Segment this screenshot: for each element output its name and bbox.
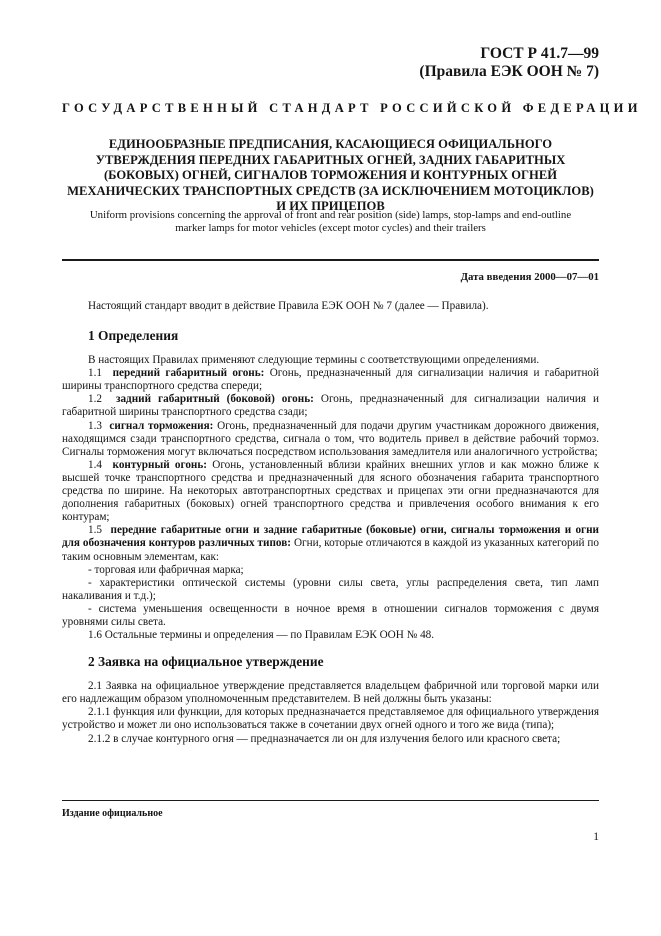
definition-term: сигнал торможения: xyxy=(109,419,214,432)
document-title-ru: ЕДИНООБРАЗНЫЕ ПРЕДПИСАНИЯ, КАСАЮЩИЕСЯ ОФИЦИАЛЬНОГО УТВЕРЖДЕНИЯ ПЕРЕДНИХ ГАБАРИТНЫХ ОГНЕЙ, ЗАДНИХ ГАБАРИТНЫХ (БОКОВЫХ) ОГНЕЙ, СИГНАЛОВ ТОРМОЖЕНИЯ И КОНТУРНЫХ ОГНЕЙ МЕХАНИЧЕСКИХ ТРАНСПОРТНЫХ СРЕДСТВ (ЗА ИСКЛЮЧЕНИЕМ МОТОЦИКЛОВ) И ИХ ПРИЦЕПОВ xyxy=(67,137,594,213)
section-2-paragraph: 2.1 Заявка на официальное утверждение представляется владельцем фабричной или торговой марки или его надлежащим образом уполномоченным представителем. В ней должны быть указаны: xyxy=(62,680,599,706)
definition-text: Огни, которые отличаются в каждой из указанных категорий по таким основным элементам, как: xyxy=(62,537,600,563)
definition-item xyxy=(62,393,599,419)
section-2-paragraph: 2.1.2 в случае контурного огня — предназначается ли он для излучения белого или красного света; xyxy=(88,732,561,745)
definition-text: Огонь, предназначенный для сигнализации наличия и габаритной ширины транспортного средства сзади; xyxy=(62,393,600,419)
item-number: 1.3 xyxy=(88,419,102,432)
definition-text: Огонь, предназначенный для подачи другим участникам дорожного движения, находящимся сзади транспортного средства, сигнала о том, что водитель привел в действие рабочий тормоз. Сигналы торможения могут включаться посредством использования замедлителя или аналогичного устройства; xyxy=(62,419,600,458)
definition-term: контурный огонь: xyxy=(112,458,208,471)
document-body xyxy=(62,300,599,746)
list-item: - характеристики оптической системы (уровни силы света, углы распределения света, тип ламп накаливания и т.д.); xyxy=(62,576,599,602)
section-1-heading: 1 Определения xyxy=(88,328,179,344)
standard-code: ГОСТ Р 41.7—99 xyxy=(480,45,599,62)
section-2-paragraph: 2.1.1 функция или функции, для которых предназначается представляемое для официального утверждения устройство и может ли оно использоваться также в сочетании двух огней одного и того же вида (типа); xyxy=(62,706,599,732)
item-number: 1.2 xyxy=(88,393,102,406)
definition-item xyxy=(62,459,599,524)
definition-item-1-6: 1.6 Остальные термины и определения — по Правилам ЕЭК ООН № 48. xyxy=(88,629,435,642)
section-1-lead: В настоящих Правилах применяют следующие термины с соответствующими определениями. xyxy=(88,354,540,367)
footer-divider xyxy=(62,800,599,801)
list-item: - торговая или фабричная марка; xyxy=(88,563,244,576)
intro-paragraph: Настоящий стандарт вводит в действие Правила ЕЭК ООН № 7 (далее — Правила). xyxy=(88,300,489,312)
item-number: 1.5 xyxy=(88,524,102,537)
definition-item xyxy=(62,367,599,393)
official-edition-label: Издание официальное xyxy=(62,808,163,819)
list-item: - система уменьшения освещенности в ночное время в отношении сигналов торможения с двумя уровнями силы света. xyxy=(62,602,599,628)
definition-term: передние габаритные огни и задние габаритные (боковые) огни, сигналы торможения и огни для обозначения контуров различных типов: xyxy=(62,524,600,550)
definition-item xyxy=(62,524,599,563)
definition-term: передний габаритный огонь: xyxy=(112,367,265,380)
introduction-date: Дата введения 2000—07—01 xyxy=(460,271,599,283)
item-number: 1.1 xyxy=(88,367,102,380)
definition-text: Огонь, установленный вблизи крайних внешних углов и как можно ближе к высшей точке транспортного средства и предназначенный для ясного обозначения габарита транспортного средства по ширине. На некоторых автотранспортных средствах и прицепах эти огни предназначаются для дополнения габаритных (боковых) огней транспортного средства и привлечения особого внимания к его контурам; xyxy=(62,458,600,524)
definition-item xyxy=(62,420,599,459)
definition-text: Огонь, предназначенный для сигнализации наличия и габаритной ширины транспортного средства спереди; xyxy=(62,367,600,393)
state-standard-label: ГОСУДАРСТВЕННЫЙ СТАНДАРТ РОССИЙСКОЙ ФЕДЕРАЦИИ xyxy=(62,101,642,115)
definition-term: задний габаритный (боковой) огонь: xyxy=(115,393,314,406)
standard-designation xyxy=(419,45,599,81)
section-2-heading: 2 Заявка на официальное утверждение xyxy=(88,654,324,670)
header-divider xyxy=(62,259,599,261)
rule-reference: (Правила ЕЭК ООН № 7) xyxy=(419,63,599,80)
page-number: 1 xyxy=(593,831,599,843)
item-number: 1.4 xyxy=(88,458,102,471)
document-title-en: Uniform provisions concerning the approval of front and rear position (side) lamps, stop-lamps and end-outline marker lamps for motor vehicles (except motor cycles) and their trailers xyxy=(89,209,572,234)
